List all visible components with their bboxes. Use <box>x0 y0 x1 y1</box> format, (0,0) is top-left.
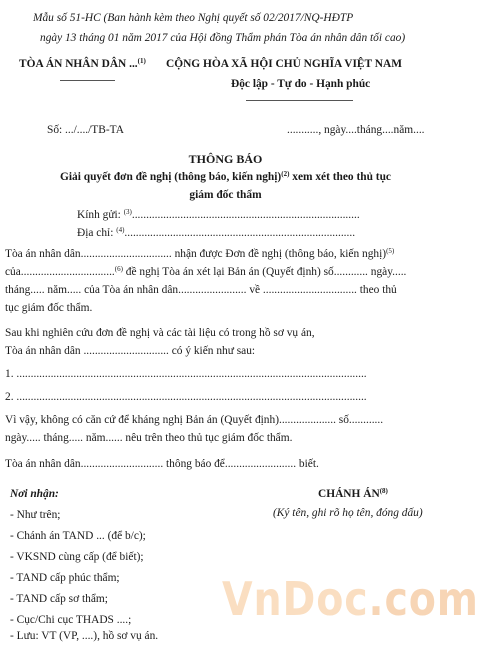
signer-instruction: (Ký tên, ghi rõ họ tên, đóng dấu) <box>273 507 423 519</box>
form-note-line-2: ngày 13 tháng 01 năm 2017 của Hội đồng Thẩm phán Tòa án nhân dân tối cao) <box>40 32 406 44</box>
opinion-item-1: 1. ........................................................................................................................... <box>5 368 367 380</box>
document-title: THÔNG BÁO <box>188 152 263 166</box>
document-subtitle-line-1: Giải quyết đơn đề nghị (thông báo, kiến nghị)$^{(2)}$ xem xét theo thủ tục <box>60 170 391 183</box>
receivers-title: Nơi nhận: <box>10 488 59 500</box>
address-line: Địa chỉ: $^{(4)}$................................................................................. <box>77 226 356 239</box>
signer-footnote: (8) <box>379 487 388 495</box>
receiver-item: - Lưu: VT (VP, ....), hồ sơ vụ án. <box>10 630 159 642</box>
receiver-item: - TAND cấp phúc thẩm; <box>10 572 120 584</box>
document-subtitle-line-2: giám đốc thẩm <box>189 189 262 201</box>
body-p3-line-1: Vì vậy, không có căn cứ để kháng nghị Bản án (Quyết định).................... số............ <box>5 414 384 426</box>
body-p3-line-2: ngày..... tháng..... năm...... nêu trên theo thủ tục giám đốc thẩm. <box>5 432 293 444</box>
body-p1-line-4: tục giám đốc thẩm. <box>5 302 93 314</box>
receiver-item: - Như trên; <box>10 509 61 521</box>
body-p2-line-1: Sau khi nghiên cứu đơn đề nghị và các tài liệu có trong hồ sơ vụ án, <box>5 327 315 339</box>
vndoc-watermark-logo: VnDoc.com <box>222 572 479 626</box>
nation-name: CỘNG HÒA XÃ HỘI CHỦ NGHĨA VIỆT NAM <box>166 58 402 70</box>
body-p1-line-2: của.................................$^{(6)}$ đề nghị Tòa án xét lại Bản án (Quyết định) số............ ngày..... <box>5 265 407 278</box>
receiver-item: - Cục/Chi cục THADS ....; <box>10 614 132 626</box>
document-number: Số: .../..../TB-TA <box>47 124 124 136</box>
body-p2-line-2: Tòa án nhân dân .............................. có ý kiến như sau: <box>5 345 256 357</box>
document-date: ..........., ngày....tháng....năm.... <box>287 124 425 136</box>
body-p1-line-1: Tòa án nhân dân................................ nhận được Đơn đề nghị (thông báo, kiến nghị)$^{(5)}$ <box>5 247 395 260</box>
court-underline <box>60 80 115 81</box>
opinion-item-2: 2. ........................................................................................................................... <box>5 391 367 403</box>
motto-underline <box>246 100 353 101</box>
subtitle-footnote: (2) <box>281 170 290 178</box>
body-p4: Tòa án nhân dân............................. thông báo để......................... biết. <box>5 458 319 470</box>
receiver-item: - VKSND cùng cấp (để biết); <box>10 551 144 563</box>
receiver-item: - TAND cấp sơ thẩm; <box>10 593 108 605</box>
recipient-line: Kính gửi: $^{(3)}$................................................................................ <box>77 208 360 221</box>
motto: Độc lập - Tự do - Hạnh phúc <box>231 78 371 90</box>
body-p1-line-3: tháng..... năm..... của Tòa án nhân dân........................ về ................................. theo thủ <box>5 284 397 296</box>
form-note-line-1: Mẫu số 51-HC (Ban hành kèm theo Nghị quyết số 02/2017/NQ-HĐTP <box>33 12 354 24</box>
court-name: TÒA ÁN NHÂN DÂN ...$^{(1)}$ <box>19 57 146 70</box>
court-footnote: (1) <box>137 57 146 65</box>
receiver-item: - Chánh án TAND ... (để b/c); <box>10 530 146 542</box>
signer-title: CHÁNH ÁN$^{(8)}$ <box>318 487 388 500</box>
